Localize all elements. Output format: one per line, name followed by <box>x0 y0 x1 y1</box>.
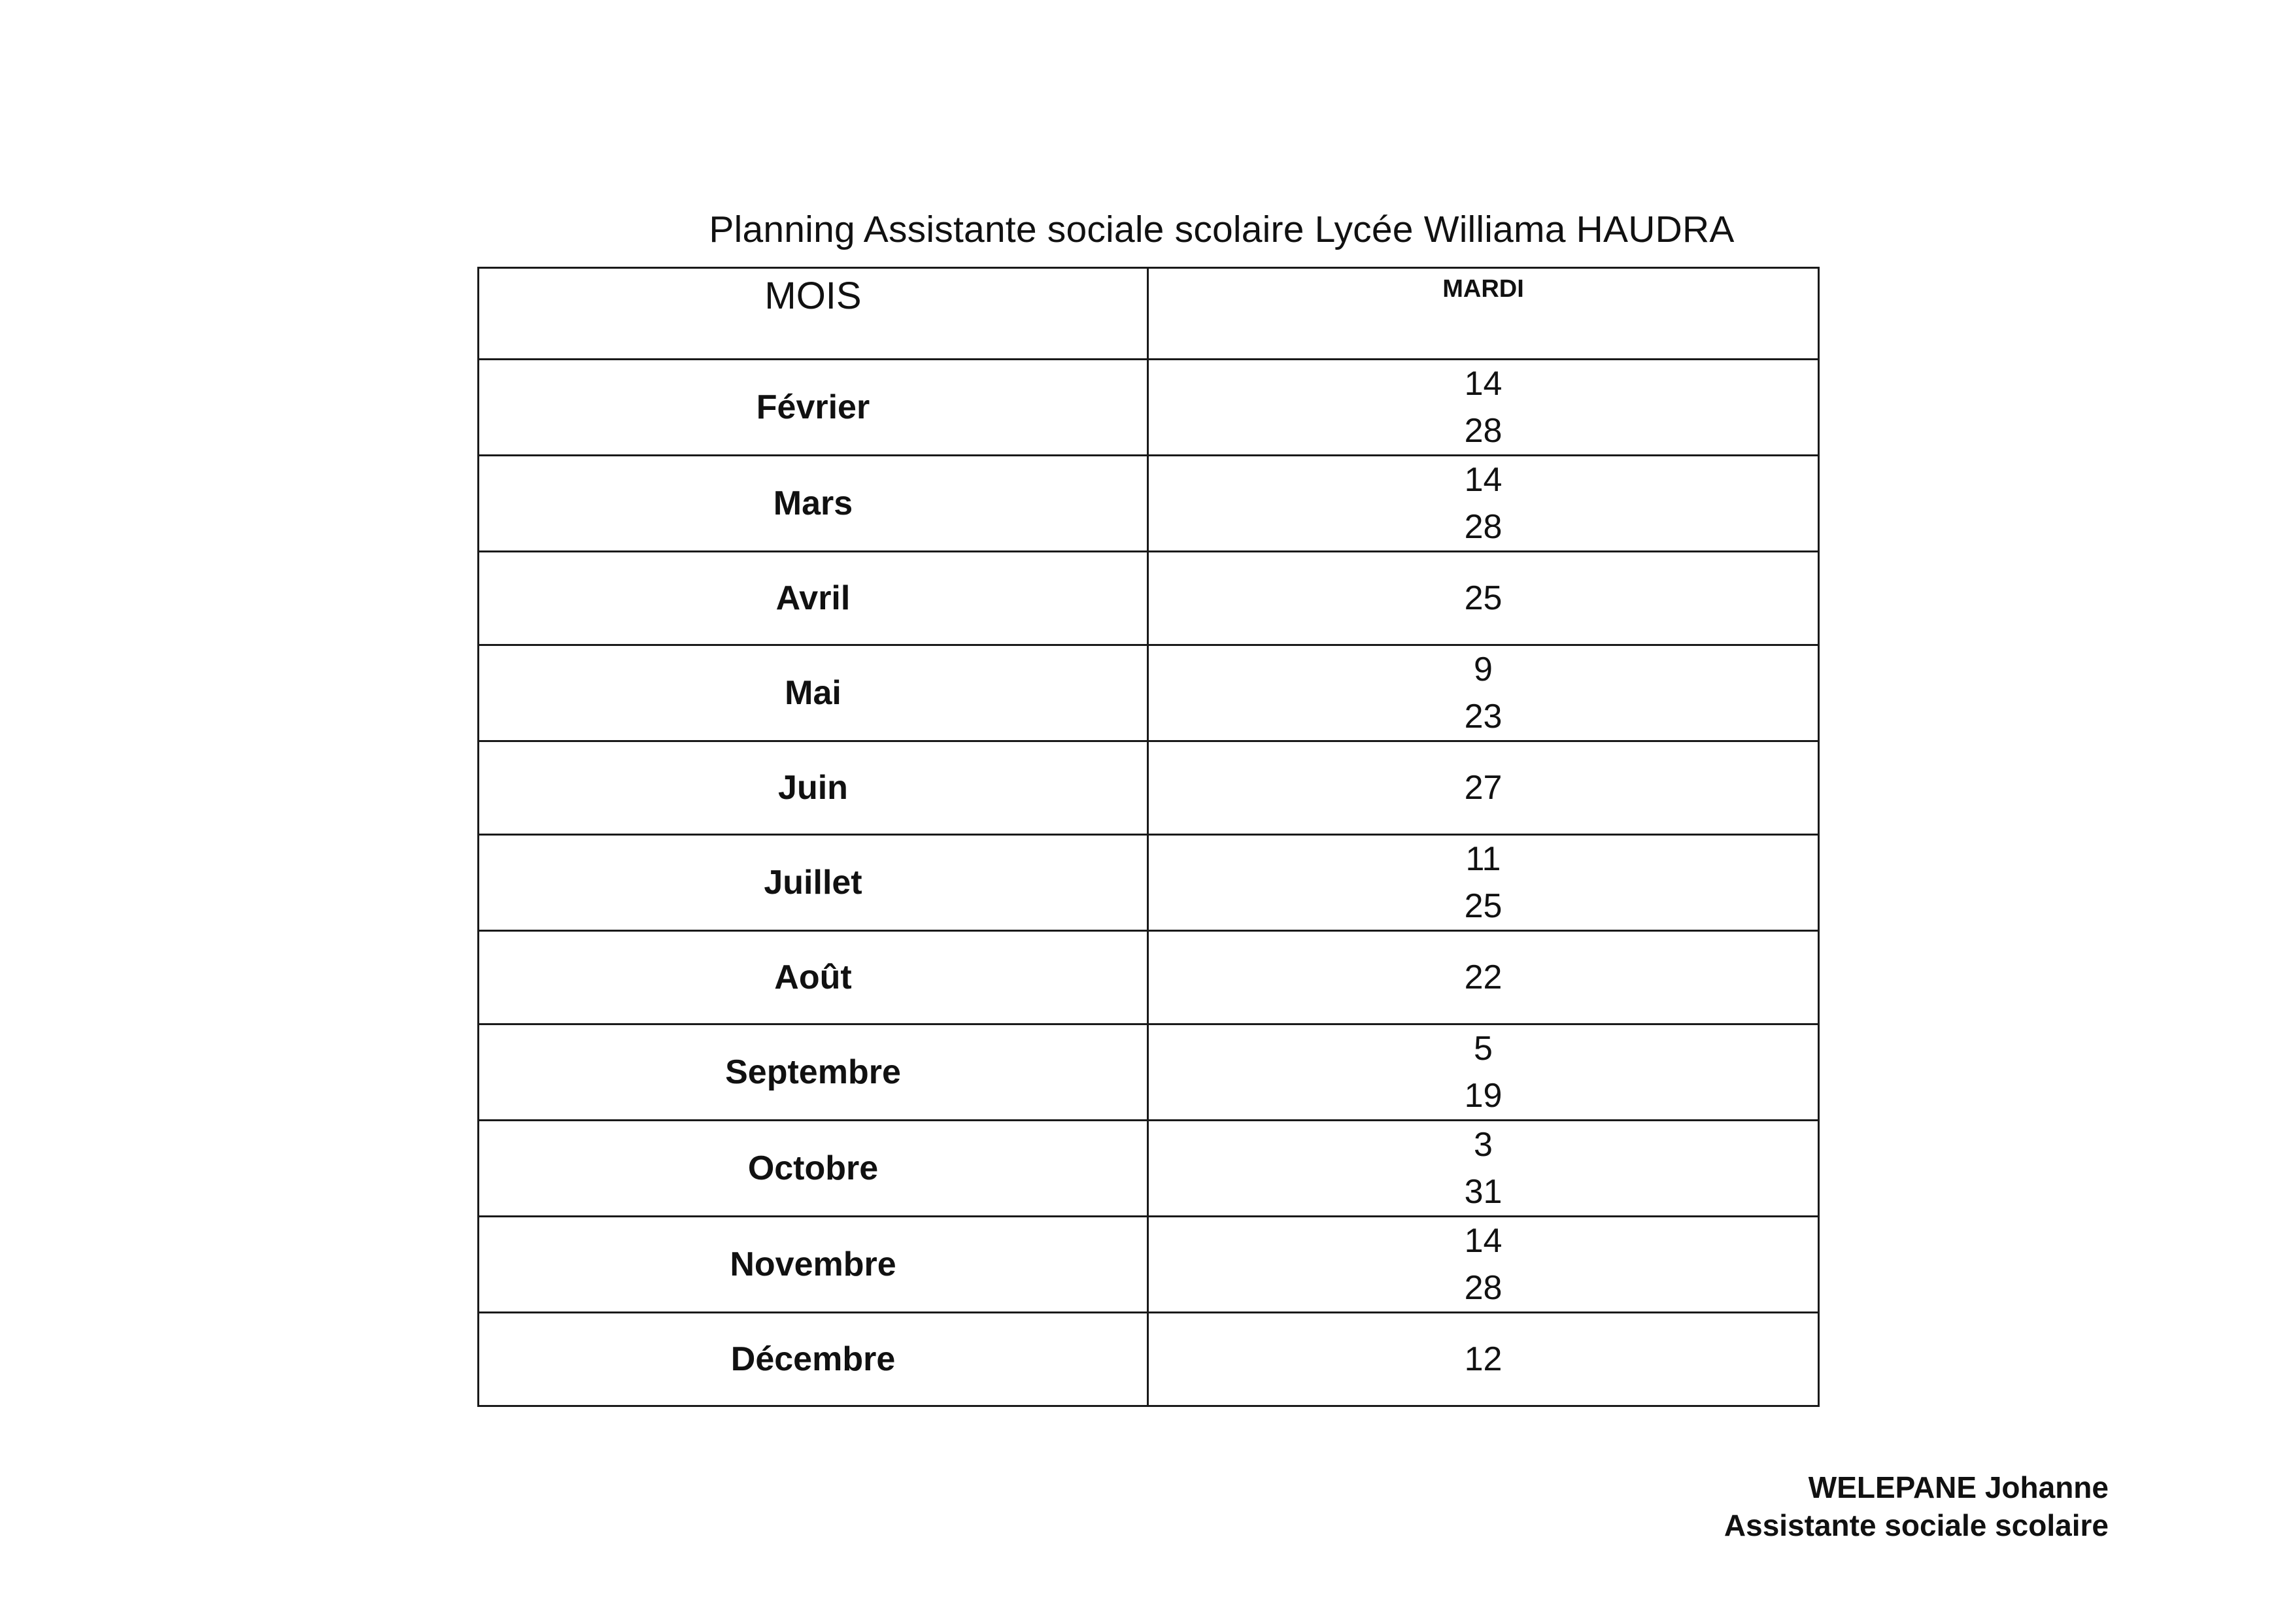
days-cell <box>1148 835 1819 931</box>
table-row <box>479 931 1819 1024</box>
planning-table <box>477 267 1820 1407</box>
table-row <box>479 835 1819 931</box>
table-row <box>479 1217 1819 1313</box>
day-value: 28 <box>1464 508 1503 546</box>
month-cell: Août <box>479 931 1148 1024</box>
day-value: 27 <box>1464 769 1503 807</box>
days-cell <box>1148 1313 1819 1406</box>
days-cell <box>1148 360 1819 456</box>
month-cell: Avril <box>479 552 1148 645</box>
days-cell <box>1148 741 1819 835</box>
table-row <box>479 456 1819 552</box>
day-value: 5 <box>1474 1030 1493 1068</box>
table-row <box>479 552 1819 645</box>
month-cell: Février <box>479 360 1148 456</box>
day-value: 25 <box>1464 887 1503 925</box>
day-value: 31 <box>1464 1173 1503 1211</box>
days-cell <box>1148 1121 1819 1217</box>
page-title: Planning Assistante sociale scolaire Lycée Williama HAUDRA <box>709 209 1735 250</box>
days-cell <box>1148 456 1819 552</box>
days-cell <box>1148 552 1819 645</box>
month-cell: Décembre <box>479 1313 1148 1406</box>
days-cell <box>1148 645 1819 741</box>
day-value: 28 <box>1464 1269 1503 1307</box>
day-value: 23 <box>1464 698 1503 736</box>
month-cell: Juillet <box>479 835 1148 931</box>
day-value: 11 <box>1465 840 1501 878</box>
day-value: 28 <box>1464 412 1503 450</box>
table-header-row <box>479 268 1819 360</box>
day-value: 9 <box>1474 651 1493 688</box>
day-value: 22 <box>1464 958 1503 996</box>
day-value: 3 <box>1474 1126 1493 1164</box>
day-value: 25 <box>1464 579 1503 617</box>
header-month: MOIS <box>479 268 1148 360</box>
month-cell: Novembre <box>479 1217 1148 1313</box>
month-cell: Septembre <box>479 1024 1148 1121</box>
signature-name: WELEPANE Johanne <box>1808 1470 2109 1504</box>
signature-block <box>1724 1468 2109 1544</box>
days-cell <box>1148 1024 1819 1121</box>
day-value: 19 <box>1464 1077 1503 1115</box>
table-body <box>479 360 1819 1406</box>
month-cell: Mai <box>479 645 1148 741</box>
table-row <box>479 1024 1819 1121</box>
day-value: 14 <box>1464 461 1503 499</box>
days-cell <box>1148 931 1819 1024</box>
day-value: 14 <box>1464 1222 1503 1260</box>
days-cell <box>1148 1217 1819 1313</box>
month-cell: Octobre <box>479 1121 1148 1217</box>
table-row <box>479 645 1819 741</box>
signature-role: Assistante sociale scolaire <box>1724 1508 2109 1542</box>
month-cell: Mars <box>479 456 1148 552</box>
month-cell: Juin <box>479 741 1148 835</box>
table-row <box>479 741 1819 835</box>
table-row <box>479 360 1819 456</box>
day-value: 14 <box>1464 365 1503 403</box>
table-row <box>479 1121 1819 1217</box>
table-row <box>479 1313 1819 1406</box>
day-value: 12 <box>1464 1340 1503 1378</box>
header-day: MARDI <box>1148 268 1819 360</box>
